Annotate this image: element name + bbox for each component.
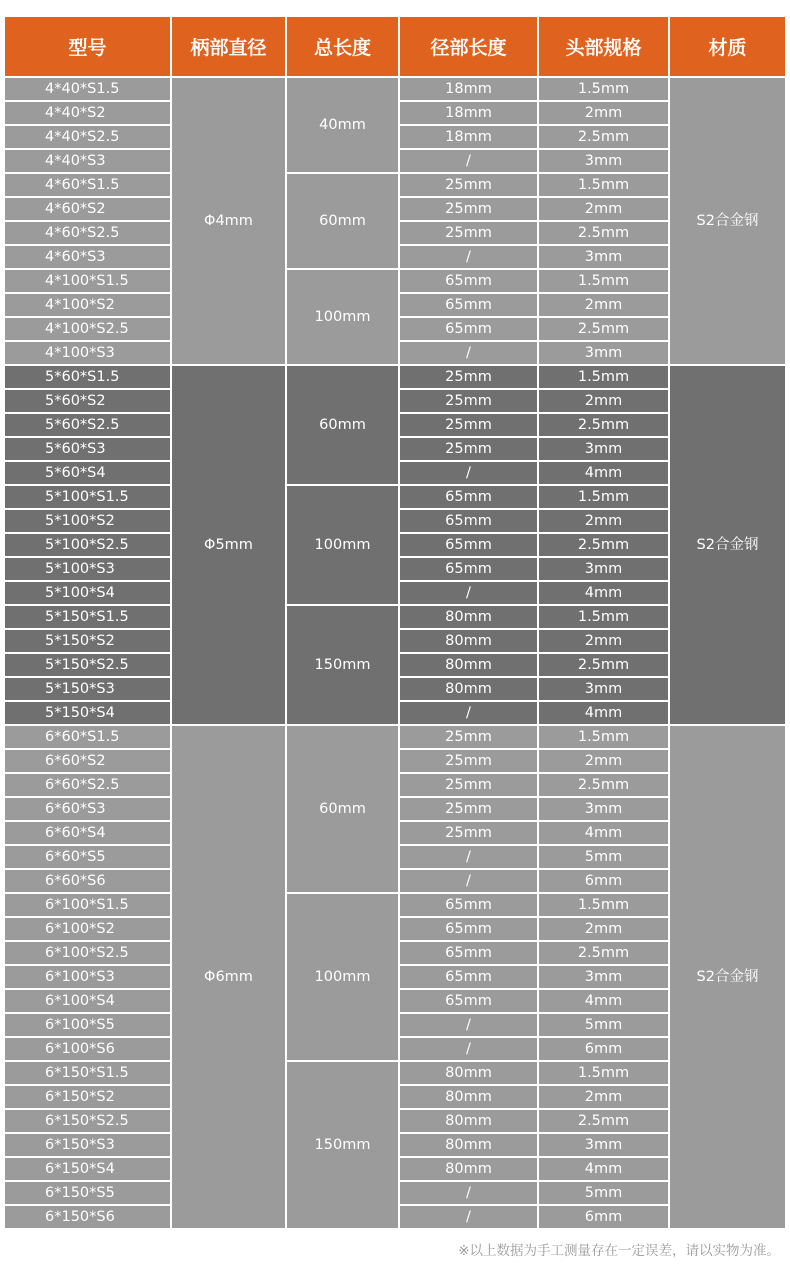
- stem-length-cell: 80mm: [400, 1086, 537, 1108]
- stem-length-cell: /: [400, 150, 537, 172]
- model-cell: 5*60*S2: [5, 390, 170, 412]
- material-cell: S2合金钢: [670, 366, 785, 724]
- model-cell: 5*60*S4: [5, 462, 170, 484]
- model-cell: 4*100*S3: [5, 342, 170, 364]
- model-cell: 6*100*S2: [5, 918, 170, 940]
- stem-length-cell: 18mm: [400, 102, 537, 124]
- head-spec-cell: 2.5mm: [539, 534, 668, 556]
- head-spec-cell: 2mm: [539, 1086, 668, 1108]
- model-cell: 6*100*S5: [5, 1014, 170, 1036]
- model-cell: 4*100*S2.5: [5, 318, 170, 340]
- model-cell: 5*150*S1.5: [5, 606, 170, 628]
- head-spec-cell: 2mm: [539, 630, 668, 652]
- model-cell: 5*100*S2.5: [5, 534, 170, 556]
- stem-length-cell: 65mm: [400, 990, 537, 1012]
- head-spec-cell: 5mm: [539, 846, 668, 868]
- model-cell: 5*100*S1.5: [5, 486, 170, 508]
- model-cell: 4*40*S2: [5, 102, 170, 124]
- stem-length-cell: /: [400, 1014, 537, 1036]
- total-length-cell: 60mm: [287, 726, 398, 892]
- header-model: 型号: [5, 17, 170, 76]
- disclaimer-note: ※以上数据为手工测量存在一定误差，请以实物为准。: [458, 1243, 780, 1259]
- head-spec-cell: 1.5mm: [539, 606, 668, 628]
- model-cell: 5*100*S2: [5, 510, 170, 532]
- table-row: [5, 270, 785, 292]
- head-spec-cell: 6mm: [539, 1038, 668, 1060]
- stem-length-cell: 80mm: [400, 1134, 537, 1156]
- model-cell: 6*100*S1.5: [5, 894, 170, 916]
- stem-length-cell: 65mm: [400, 966, 537, 988]
- model-cell: 4*100*S1.5: [5, 270, 170, 292]
- head-spec-cell: 6mm: [539, 1206, 668, 1228]
- stem-length-cell: 25mm: [400, 750, 537, 772]
- stem-length-cell: 18mm: [400, 126, 537, 148]
- head-spec-cell: 3mm: [539, 1134, 668, 1156]
- head-spec-cell: 2mm: [539, 390, 668, 412]
- head-spec-cell: 2.5mm: [539, 774, 668, 796]
- stem-length-cell: 80mm: [400, 678, 537, 700]
- stem-length-cell: 65mm: [400, 894, 537, 916]
- stem-length-cell: /: [400, 342, 537, 364]
- head-spec-cell: 3mm: [539, 678, 668, 700]
- stem-length-cell: /: [400, 246, 537, 268]
- material-cell: S2合金钢: [670, 78, 785, 364]
- spec-body: [5, 78, 785, 1228]
- model-cell: 6*60*S2.5: [5, 774, 170, 796]
- model-cell: 6*60*S1.5: [5, 726, 170, 748]
- model-cell: 6*60*S5: [5, 846, 170, 868]
- model-cell: 6*60*S4: [5, 822, 170, 844]
- stem-length-cell: /: [400, 582, 537, 604]
- head-spec-cell: 5mm: [539, 1014, 668, 1036]
- stem-length-cell: 25mm: [400, 798, 537, 820]
- head-spec-cell: 4mm: [539, 702, 668, 724]
- material-cell: S2合金钢: [670, 726, 785, 1228]
- model-cell: 5*60*S3: [5, 438, 170, 460]
- header-row: [5, 17, 785, 76]
- total-length-cell: 150mm: [287, 606, 398, 724]
- table-row: [5, 78, 785, 100]
- stem-length-cell: 80mm: [400, 1062, 537, 1084]
- head-spec-cell: 3mm: [539, 558, 668, 580]
- model-cell: 6*60*S3: [5, 798, 170, 820]
- head-spec-cell: 5mm: [539, 1182, 668, 1204]
- head-spec-cell: 2mm: [539, 102, 668, 124]
- model-cell: 6*150*S2: [5, 1086, 170, 1108]
- stem-length-cell: 65mm: [400, 558, 537, 580]
- head-spec-cell: 1.5mm: [539, 486, 668, 508]
- shank-diameter-cell: Φ5mm: [172, 366, 285, 724]
- model-cell: 6*150*S4: [5, 1158, 170, 1180]
- model-cell: 6*60*S2: [5, 750, 170, 772]
- stem-length-cell: 65mm: [400, 510, 537, 532]
- head-spec-cell: 6mm: [539, 870, 668, 892]
- head-spec-cell: 3mm: [539, 438, 668, 460]
- table-row: [5, 486, 785, 508]
- total-length-cell: 150mm: [287, 1062, 398, 1228]
- head-spec-cell: 2mm: [539, 198, 668, 220]
- head-spec-cell: 2.5mm: [539, 222, 668, 244]
- stem-length-cell: /: [400, 462, 537, 484]
- model-cell: 6*150*S3: [5, 1134, 170, 1156]
- head-spec-cell: 1.5mm: [539, 366, 668, 388]
- model-cell: 6*100*S4: [5, 990, 170, 1012]
- total-length-cell: 40mm: [287, 78, 398, 172]
- stem-length-cell: 80mm: [400, 630, 537, 652]
- stem-length-cell: 25mm: [400, 174, 537, 196]
- stem-length-cell: 80mm: [400, 1110, 537, 1132]
- model-cell: 6*150*S5: [5, 1182, 170, 1204]
- stem-length-cell: 65mm: [400, 486, 537, 508]
- stem-length-cell: 80mm: [400, 1158, 537, 1180]
- stem-length-cell: 25mm: [400, 390, 537, 412]
- model-cell: 5*150*S2.5: [5, 654, 170, 676]
- model-cell: 6*100*S2.5: [5, 942, 170, 964]
- stem-length-cell: 18mm: [400, 78, 537, 100]
- model-cell: 6*150*S1.5: [5, 1062, 170, 1084]
- stem-length-cell: 25mm: [400, 198, 537, 220]
- model-cell: 5*150*S3: [5, 678, 170, 700]
- model-cell: 5*60*S2.5: [5, 414, 170, 436]
- model-cell: 5*150*S4: [5, 702, 170, 724]
- model-cell: 5*100*S4: [5, 582, 170, 604]
- head-spec-cell: 4mm: [539, 582, 668, 604]
- model-cell: 6*150*S2.5: [5, 1110, 170, 1132]
- model-cell: 4*40*S1.5: [5, 78, 170, 100]
- model-cell: 4*40*S2.5: [5, 126, 170, 148]
- model-cell: 5*100*S3: [5, 558, 170, 580]
- head-spec-cell: 2mm: [539, 510, 668, 532]
- stem-length-cell: 25mm: [400, 438, 537, 460]
- head-spec-cell: 3mm: [539, 966, 668, 988]
- head-spec-cell: 3mm: [539, 342, 668, 364]
- head-spec-cell: 2mm: [539, 918, 668, 940]
- stem-length-cell: 80mm: [400, 606, 537, 628]
- stem-length-cell: 65mm: [400, 318, 537, 340]
- head-spec-cell: 3mm: [539, 150, 668, 172]
- header-head-spec: 头部规格: [539, 17, 668, 76]
- total-length-cell: 60mm: [287, 174, 398, 268]
- model-cell: 6*60*S6: [5, 870, 170, 892]
- head-spec-cell: 1.5mm: [539, 270, 668, 292]
- head-spec-cell: 3mm: [539, 798, 668, 820]
- stem-length-cell: 65mm: [400, 942, 537, 964]
- table-row: [5, 726, 785, 748]
- table-row: [5, 894, 785, 916]
- stem-length-cell: /: [400, 870, 537, 892]
- head-spec-cell: 1.5mm: [539, 726, 668, 748]
- head-spec-cell: 1.5mm: [539, 78, 668, 100]
- table-row: [5, 174, 785, 196]
- head-spec-cell: 1.5mm: [539, 894, 668, 916]
- stem-length-cell: 25mm: [400, 414, 537, 436]
- head-spec-cell: 2.5mm: [539, 654, 668, 676]
- table-row: [5, 1062, 785, 1084]
- head-spec-cell: 2mm: [539, 294, 668, 316]
- head-spec-cell: 2.5mm: [539, 126, 668, 148]
- stem-length-cell: 25mm: [400, 822, 537, 844]
- stem-length-cell: 25mm: [400, 774, 537, 796]
- stem-length-cell: /: [400, 1182, 537, 1204]
- model-cell: 6*150*S6: [5, 1206, 170, 1228]
- head-spec-cell: 4mm: [539, 990, 668, 1012]
- model-cell: 4*100*S2: [5, 294, 170, 316]
- stem-length-cell: /: [400, 702, 537, 724]
- table-row: [5, 366, 785, 388]
- head-spec-cell: 2.5mm: [539, 318, 668, 340]
- header-total-length: 总长度: [287, 17, 398, 76]
- shank-diameter-cell: Φ6mm: [172, 726, 285, 1228]
- model-cell: 5*60*S1.5: [5, 366, 170, 388]
- head-spec-cell: 4mm: [539, 822, 668, 844]
- stem-length-cell: 65mm: [400, 534, 537, 556]
- head-spec-cell: 3mm: [539, 246, 668, 268]
- stem-length-cell: 65mm: [400, 294, 537, 316]
- stem-length-cell: 65mm: [400, 918, 537, 940]
- head-spec-cell: 1.5mm: [539, 174, 668, 196]
- head-spec-cell: 2.5mm: [539, 942, 668, 964]
- model-cell: 4*60*S3: [5, 246, 170, 268]
- model-cell: 6*100*S6: [5, 1038, 170, 1060]
- head-spec-cell: 4mm: [539, 462, 668, 484]
- stem-length-cell: 25mm: [400, 366, 537, 388]
- head-spec-cell: 2mm: [539, 750, 668, 772]
- total-length-cell: 100mm: [287, 270, 398, 364]
- model-cell: 4*60*S2.5: [5, 222, 170, 244]
- head-spec-cell: 4mm: [539, 1158, 668, 1180]
- total-length-cell: 100mm: [287, 894, 398, 1060]
- spec-table: [3, 15, 787, 1230]
- stem-length-cell: 25mm: [400, 726, 537, 748]
- model-cell: 6*100*S3: [5, 966, 170, 988]
- model-cell: 5*150*S2: [5, 630, 170, 652]
- head-spec-cell: 1.5mm: [539, 1062, 668, 1084]
- stem-length-cell: /: [400, 1038, 537, 1060]
- shank-diameter-cell: Φ4mm: [172, 78, 285, 364]
- stem-length-cell: 25mm: [400, 222, 537, 244]
- head-spec-cell: 2.5mm: [539, 414, 668, 436]
- model-cell: 4*60*S1.5: [5, 174, 170, 196]
- header-stem-length: 径部长度: [400, 17, 537, 76]
- stem-length-cell: 80mm: [400, 654, 537, 676]
- model-cell: 4*60*S2: [5, 198, 170, 220]
- stem-length-cell: 65mm: [400, 270, 537, 292]
- header-shank-diameter: 柄部直径: [172, 17, 285, 76]
- stem-length-cell: /: [400, 1206, 537, 1228]
- table-row: [5, 606, 785, 628]
- header-material: 材质: [670, 17, 785, 76]
- stem-length-cell: /: [400, 846, 537, 868]
- total-length-cell: 100mm: [287, 486, 398, 604]
- model-cell: 4*40*S3: [5, 150, 170, 172]
- head-spec-cell: 2.5mm: [539, 1110, 668, 1132]
- total-length-cell: 60mm: [287, 366, 398, 484]
